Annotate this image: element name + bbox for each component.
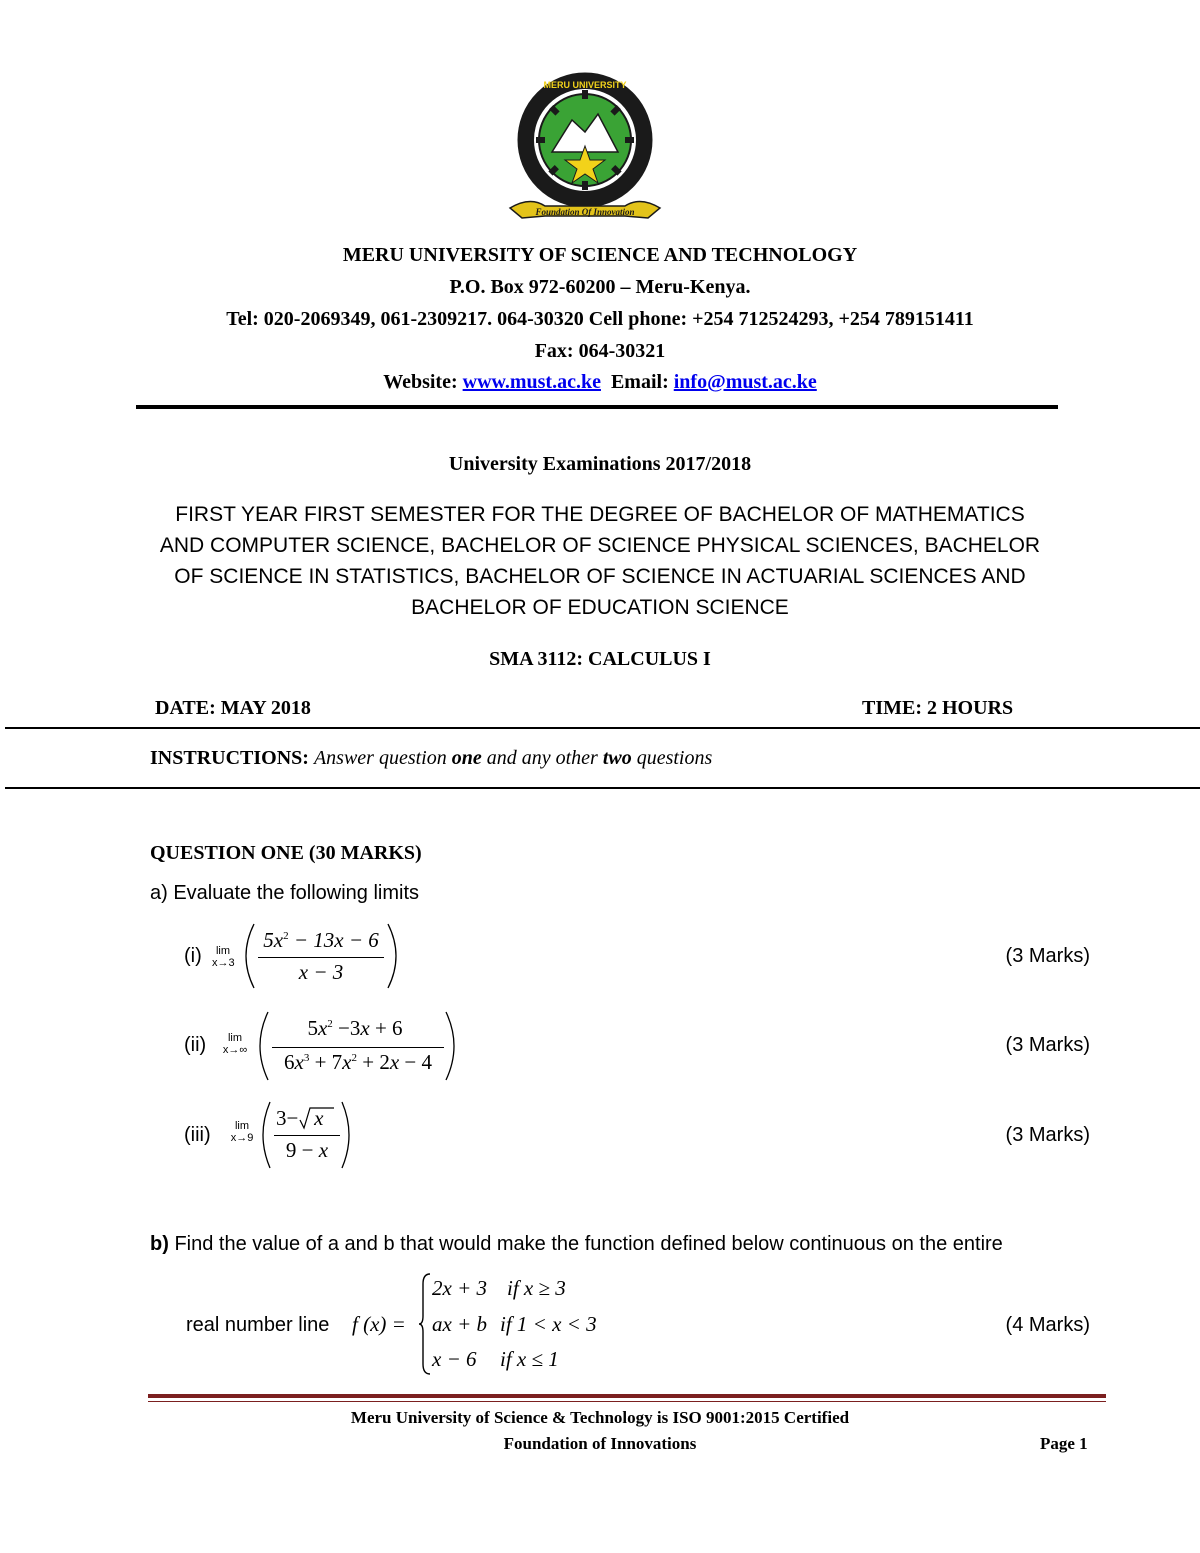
numerator: 3− x	[276, 1106, 324, 1130]
lim-word: lim	[215, 945, 231, 957]
marks-label: (4 Marks)	[1005, 1314, 1090, 1336]
denominator: x − 3	[298, 960, 344, 984]
programme-line: FIRST YEAR FIRST SEMESTER FOR THE DEGREE OF BACHELOR OF MATHEMATICS	[175, 503, 1025, 526]
marks-label: (3 Marks)	[1005, 1124, 1090, 1146]
university-seal-icon	[500, 68, 670, 233]
exam-time: TIME: 2 HOURS	[862, 697, 1014, 719]
limit-label: (iii)	[184, 1124, 211, 1146]
lim-subscript: x→3	[212, 957, 235, 969]
instructions-label: INSTRUCTIONS:	[150, 747, 309, 769]
denominator: 9 − x	[285, 1138, 329, 1162]
piecewise-cond: if 1 < x < 3	[500, 1312, 597, 1336]
svg-text:Foundation Of Innovation: Foundation Of Innovation	[535, 207, 635, 217]
part-b-text: Find the value of a and b that would make the function defined below continuous on the entire	[174, 1233, 1003, 1255]
part-b-continuation: real number line	[186, 1314, 330, 1336]
numerator: $5x^2 - 13x - 6$	[263, 928, 379, 952]
instructions-text: questions	[636, 747, 713, 769]
instructions-emphasis: two	[602, 747, 632, 769]
instructions-divider	[5, 787, 1200, 789]
svg-text:MERU UNIVERSITY: MERU UNIVERSITY	[543, 80, 627, 90]
part-a-prompt: a) Evaluate the following limits	[150, 882, 420, 904]
piecewise-expr: x − 6	[432, 1347, 477, 1371]
university-logo	[500, 68, 670, 233]
marks-label: (3 Marks)	[1005, 945, 1090, 967]
telephone-line: Tel: 020-2069349, 061-2309217. 064-30320 Cell phone: +254 712524293, +254 789151411	[226, 308, 974, 330]
limit-operator	[212, 945, 234, 969]
email-link[interactable]: info@must.ac.ke	[673, 371, 817, 393]
iso-certification: Meru University of Science & Technology is ISO 9001:2015 Certified	[350, 1408, 850, 1427]
header-divider	[136, 405, 1058, 409]
programme-line: AND COMPUTER SCIENCE, BACHELOR OF SCIENCE PHYSICAL SCIENCES, BACHELOR	[159, 534, 1041, 557]
email-label: Email:	[610, 371, 669, 393]
limit-operator	[222, 1032, 248, 1056]
lim-subscript: x→∞	[222, 1044, 248, 1056]
lim-word: lim	[234, 1120, 250, 1132]
postal-address: P.O. Box 972-60200 – Meru-Kenya.	[449, 276, 751, 298]
lim-word: lim	[227, 1032, 243, 1044]
numerator: $5x^2 -3x + 6$	[307, 1016, 403, 1040]
limit-expression-3	[256, 1098, 356, 1172]
website-label: Website:	[383, 371, 458, 393]
piecewise-expr: 2x + 3	[432, 1276, 487, 1300]
date-divider	[5, 727, 1200, 729]
contact-line	[0, 371, 1200, 394]
instructions	[150, 747, 712, 770]
footer-divider	[148, 1394, 1106, 1398]
instructions-emphasis: one	[451, 747, 482, 769]
limit-expression-2	[250, 1008, 460, 1084]
instructions-text: Answer question	[313, 747, 447, 769]
lim-subscript: x→9	[230, 1132, 254, 1144]
university-name: MERU UNIVERSITY OF SCIENCE AND TECHNOLOGY	[342, 244, 858, 266]
question-title: QUESTION ONE (30 MARKS)	[150, 842, 422, 864]
fraction-bar	[258, 957, 384, 958]
denominator: $6x^3 + 7x^2 + 2x - 4$	[283, 1050, 432, 1074]
programme-line: OF SCIENCE IN STATISTICS, BACHELOR OF SCIENCE IN ACTUARIAL SCIENCES AND	[174, 565, 1026, 588]
instructions-text: and any other	[486, 747, 598, 769]
part-b-label: b)	[150, 1233, 169, 1255]
footer-divider-thin	[148, 1401, 1106, 1402]
page-number: Page 1	[1040, 1434, 1088, 1453]
fraction-bar	[274, 1135, 340, 1136]
footer-motto: Foundation of Innovations	[503, 1434, 697, 1453]
piecewise-cond: if x ≤ 1	[500, 1347, 559, 1371]
course-code: SMA 3112: CALCULUS I	[489, 648, 711, 670]
marks-label: (3 Marks)	[1005, 1034, 1090, 1056]
limit-expression-1	[236, 920, 406, 992]
programme-title	[0, 499, 1200, 623]
piecewise-cond: if x ≥ 3	[507, 1276, 566, 1300]
limit-label: (i)	[184, 945, 202, 967]
limit-operator	[230, 1120, 254, 1144]
website-link[interactable]: www.must.ac.ke	[462, 371, 601, 393]
piecewise-expr: ax + b	[432, 1312, 487, 1336]
part-b-prompt	[150, 1233, 1003, 1256]
fax-line: Fax: 064-30321	[534, 340, 666, 362]
function-name: f (x) =	[352, 1312, 406, 1336]
programme-line: BACHELOR OF EDUCATION SCIENCE	[411, 596, 789, 619]
limit-label: (ii)	[184, 1034, 207, 1056]
exam-session: University Examinations 2017/2018	[448, 453, 752, 475]
exam-date: DATE: MAY 2018	[155, 697, 311, 719]
fraction-bar	[272, 1047, 444, 1048]
